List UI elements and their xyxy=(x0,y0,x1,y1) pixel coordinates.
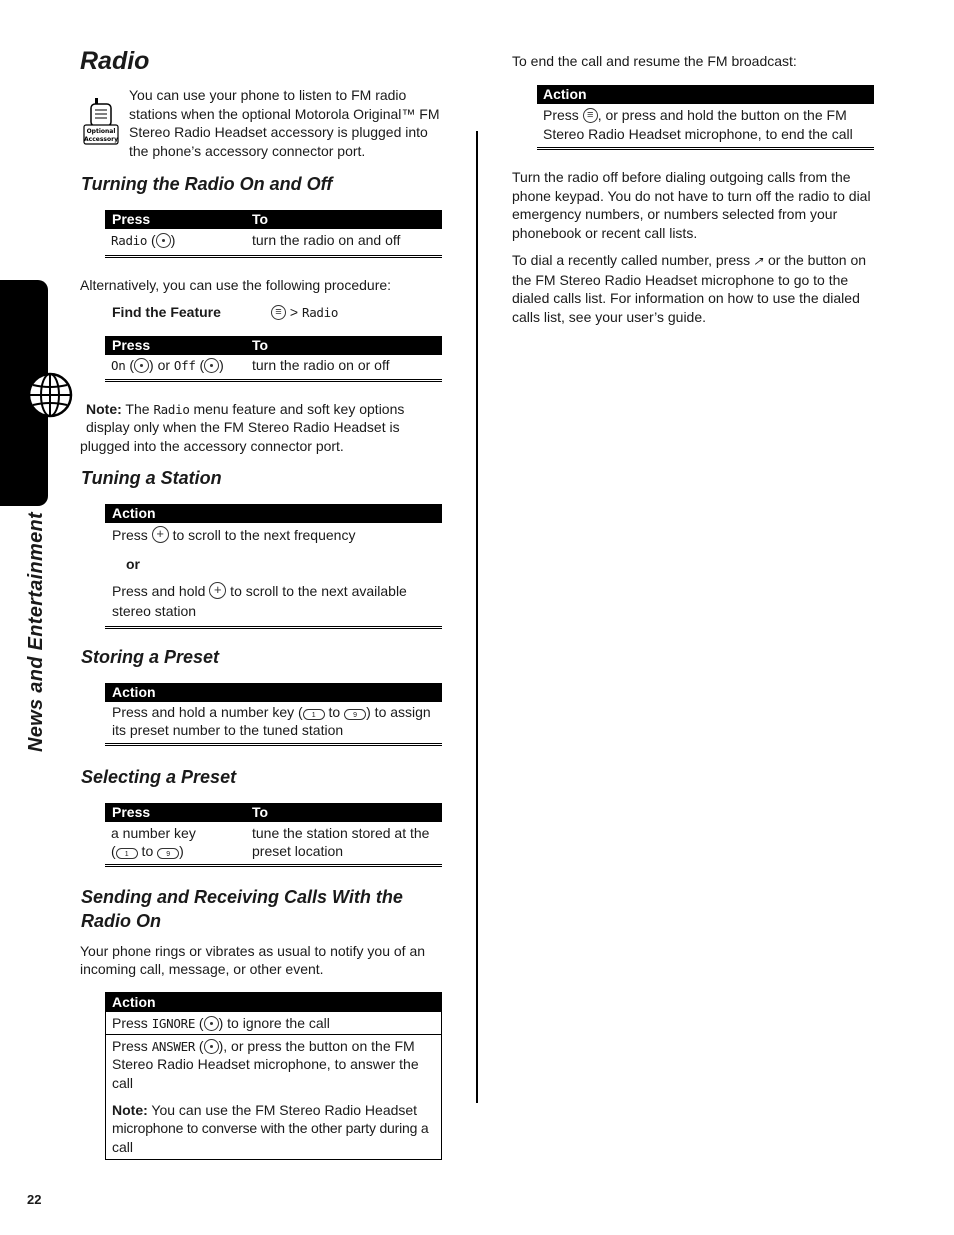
softkey-on: On xyxy=(111,358,126,373)
menu-item-radio: Radio xyxy=(301,305,339,320)
page-number: 22 xyxy=(27,1192,42,1207)
action-text: turn the radio on or off xyxy=(252,357,390,373)
key-1-icon: 1 xyxy=(303,709,325,720)
heading-sending-line-2: Radio On xyxy=(81,911,161,931)
heading-turning-radio: Turning the Radio On and Off xyxy=(81,174,333,194)
heading-sending-line-1: Sending and Receiving Calls With the xyxy=(81,887,403,907)
softkey-ignore: IGNORE xyxy=(151,1016,196,1031)
col-action: Action xyxy=(112,994,156,1010)
note-label: Note: xyxy=(86,401,122,417)
menu-key-icon xyxy=(271,305,286,320)
table-header xyxy=(105,683,442,702)
soft-key-icon xyxy=(134,358,149,373)
ignore-row: Press IGNORE ( ) to ignore the call xyxy=(112,1015,330,1031)
col-to: To xyxy=(252,804,269,820)
answer-row-line-3: call xyxy=(112,1075,134,1091)
send-key-icon: ↗ xyxy=(752,254,767,268)
key-9-icon: 9 xyxy=(344,709,366,720)
soft-key-icon xyxy=(204,358,219,373)
sending-text-line-2: incoming call, message, or other event. xyxy=(80,961,324,977)
answer-row-line-2: Stereo Radio Headset microphone, to answer the xyxy=(112,1056,419,1072)
nav-key-icon xyxy=(209,582,226,599)
key-9-icon: 9 xyxy=(157,848,179,859)
storing-line-2: its preset number to the tuned station xyxy=(112,722,344,738)
sending-text-line-1: Your phone rings or vibrates as usual to notify you of an xyxy=(80,943,426,959)
col-press: Press xyxy=(112,211,151,227)
end-call-line-1: Press ≡ , or press and hold the button on the FM xyxy=(543,106,847,125)
tuning-step-1: Press + to scroll to the next frequency xyxy=(112,526,355,545)
selecting-action-line-1: tune the station stored at the xyxy=(252,825,430,841)
accessory-icon-text-1: Optional xyxy=(86,128,116,135)
heading-tuning: Tuning a Station xyxy=(81,468,222,488)
globe-icon xyxy=(27,372,73,418)
softkey-radio: Radio xyxy=(111,233,148,248)
note-line-3: plugged into the accessory connector port. xyxy=(80,438,344,454)
end-call-intro: To end the call and resume the FM broadcast: xyxy=(512,53,797,69)
nav-key-icon xyxy=(152,526,169,543)
col-press: Press xyxy=(112,337,151,353)
table-header xyxy=(105,803,442,822)
tuning-step-2: Press and hold + to scroll to the next available xyxy=(112,582,407,601)
answer-row: Press ANSWER ( ), or press the button on the FM xyxy=(112,1038,415,1054)
soft-key-icon xyxy=(156,233,171,248)
end-call-table xyxy=(537,85,874,150)
selecting-table xyxy=(105,803,442,867)
table-header xyxy=(105,336,442,355)
note-line-2: display only when the FM Stereo Radio Headset is xyxy=(86,419,400,435)
softkey-answer: ANSWER xyxy=(151,1039,196,1054)
find-feature-path: ≡ > Radio xyxy=(271,303,338,323)
or-label: or xyxy=(126,556,140,572)
table-header xyxy=(106,993,441,1012)
find-feature-label: Find the Feature xyxy=(112,304,221,320)
heading-selecting: Selecting a Preset xyxy=(81,767,237,787)
storing-line-1: Press and hold a number key ( 1 to 9 ) to assign xyxy=(112,704,431,720)
number-key-line-1: a number key xyxy=(111,825,196,841)
alt-procedure-text: Alternatively, you can use the following procedure: xyxy=(80,277,392,293)
col-action: Action xyxy=(112,684,156,700)
optional-accessory-icon xyxy=(83,96,119,146)
action-text: turn the radio on and off xyxy=(252,232,401,248)
column-divider xyxy=(476,131,478,1103)
soft-key-icon xyxy=(204,1016,219,1031)
tuning-table xyxy=(105,504,442,629)
headset-note-line-2: microphone to converse with the other party during a xyxy=(112,1120,429,1136)
accessory-icon-text-2: Accessory xyxy=(84,136,118,143)
soft-key-icon xyxy=(204,1039,219,1054)
turning-table: Press To Radio ( ) turn the radio on and off xyxy=(105,210,442,258)
side-tab-label: News and Entertainment xyxy=(24,512,47,752)
radio-off-paragraph: Turn the radio off before dialing outgoing calls from the phone keypad. You do not have to turn off the radio to dial emergency numbers, or numbers selected from your phonebook or recent call lists. xyxy=(512,169,871,241)
note-label: Note: xyxy=(112,1102,148,1118)
col-to: To xyxy=(252,337,269,353)
menu-item-radio: Radio xyxy=(153,402,190,417)
selecting-action-line-2: preset location xyxy=(252,843,344,859)
col-action: Action xyxy=(543,86,587,102)
col-to: To xyxy=(252,211,269,227)
heading-storing: Storing a Preset xyxy=(81,647,220,667)
headset-note: Note: You can use the FM Stereo Radio Headset xyxy=(112,1102,418,1118)
page-title: Radio xyxy=(80,47,150,75)
intro-text: You can use your phone to listen to FM radio stations when the optional Motorola Original™ FM Stereo Radio Headset accessory is plugged into the phone’s accessory connector port. xyxy=(129,87,440,159)
softkey-off: Off xyxy=(173,358,196,373)
table-header xyxy=(105,210,442,229)
on-off-table: Press To On ( ) or Off ( ) turn the radio on or off xyxy=(105,336,442,382)
col-press: Press xyxy=(112,804,151,820)
end-key-icon xyxy=(583,108,598,123)
headset-note-line-3: call xyxy=(112,1139,134,1155)
redial-paragraph: To dial a recently called number, press ↗ or the button on the FM Stereo Radio Headset microphone to go to the dialed calls list. For information on how to use the dialed calls list, see your user’s guide. xyxy=(512,252,867,325)
calls-table xyxy=(105,992,442,1160)
tuning-step-2-line-2: stereo station xyxy=(112,603,197,619)
table-header xyxy=(537,85,874,104)
row-divider xyxy=(106,1034,441,1035)
table-header xyxy=(105,504,442,523)
number-key-line-2: ( 1 to 9 ) xyxy=(111,843,184,859)
storing-table xyxy=(105,683,442,746)
radio-note: Note: The Radio menu feature and soft key options xyxy=(86,401,405,417)
key-1-icon: 1 xyxy=(116,848,138,859)
end-call-line-2: Stereo Radio Headset microphone, to end the call xyxy=(543,126,853,142)
col-action: Action xyxy=(112,505,156,521)
